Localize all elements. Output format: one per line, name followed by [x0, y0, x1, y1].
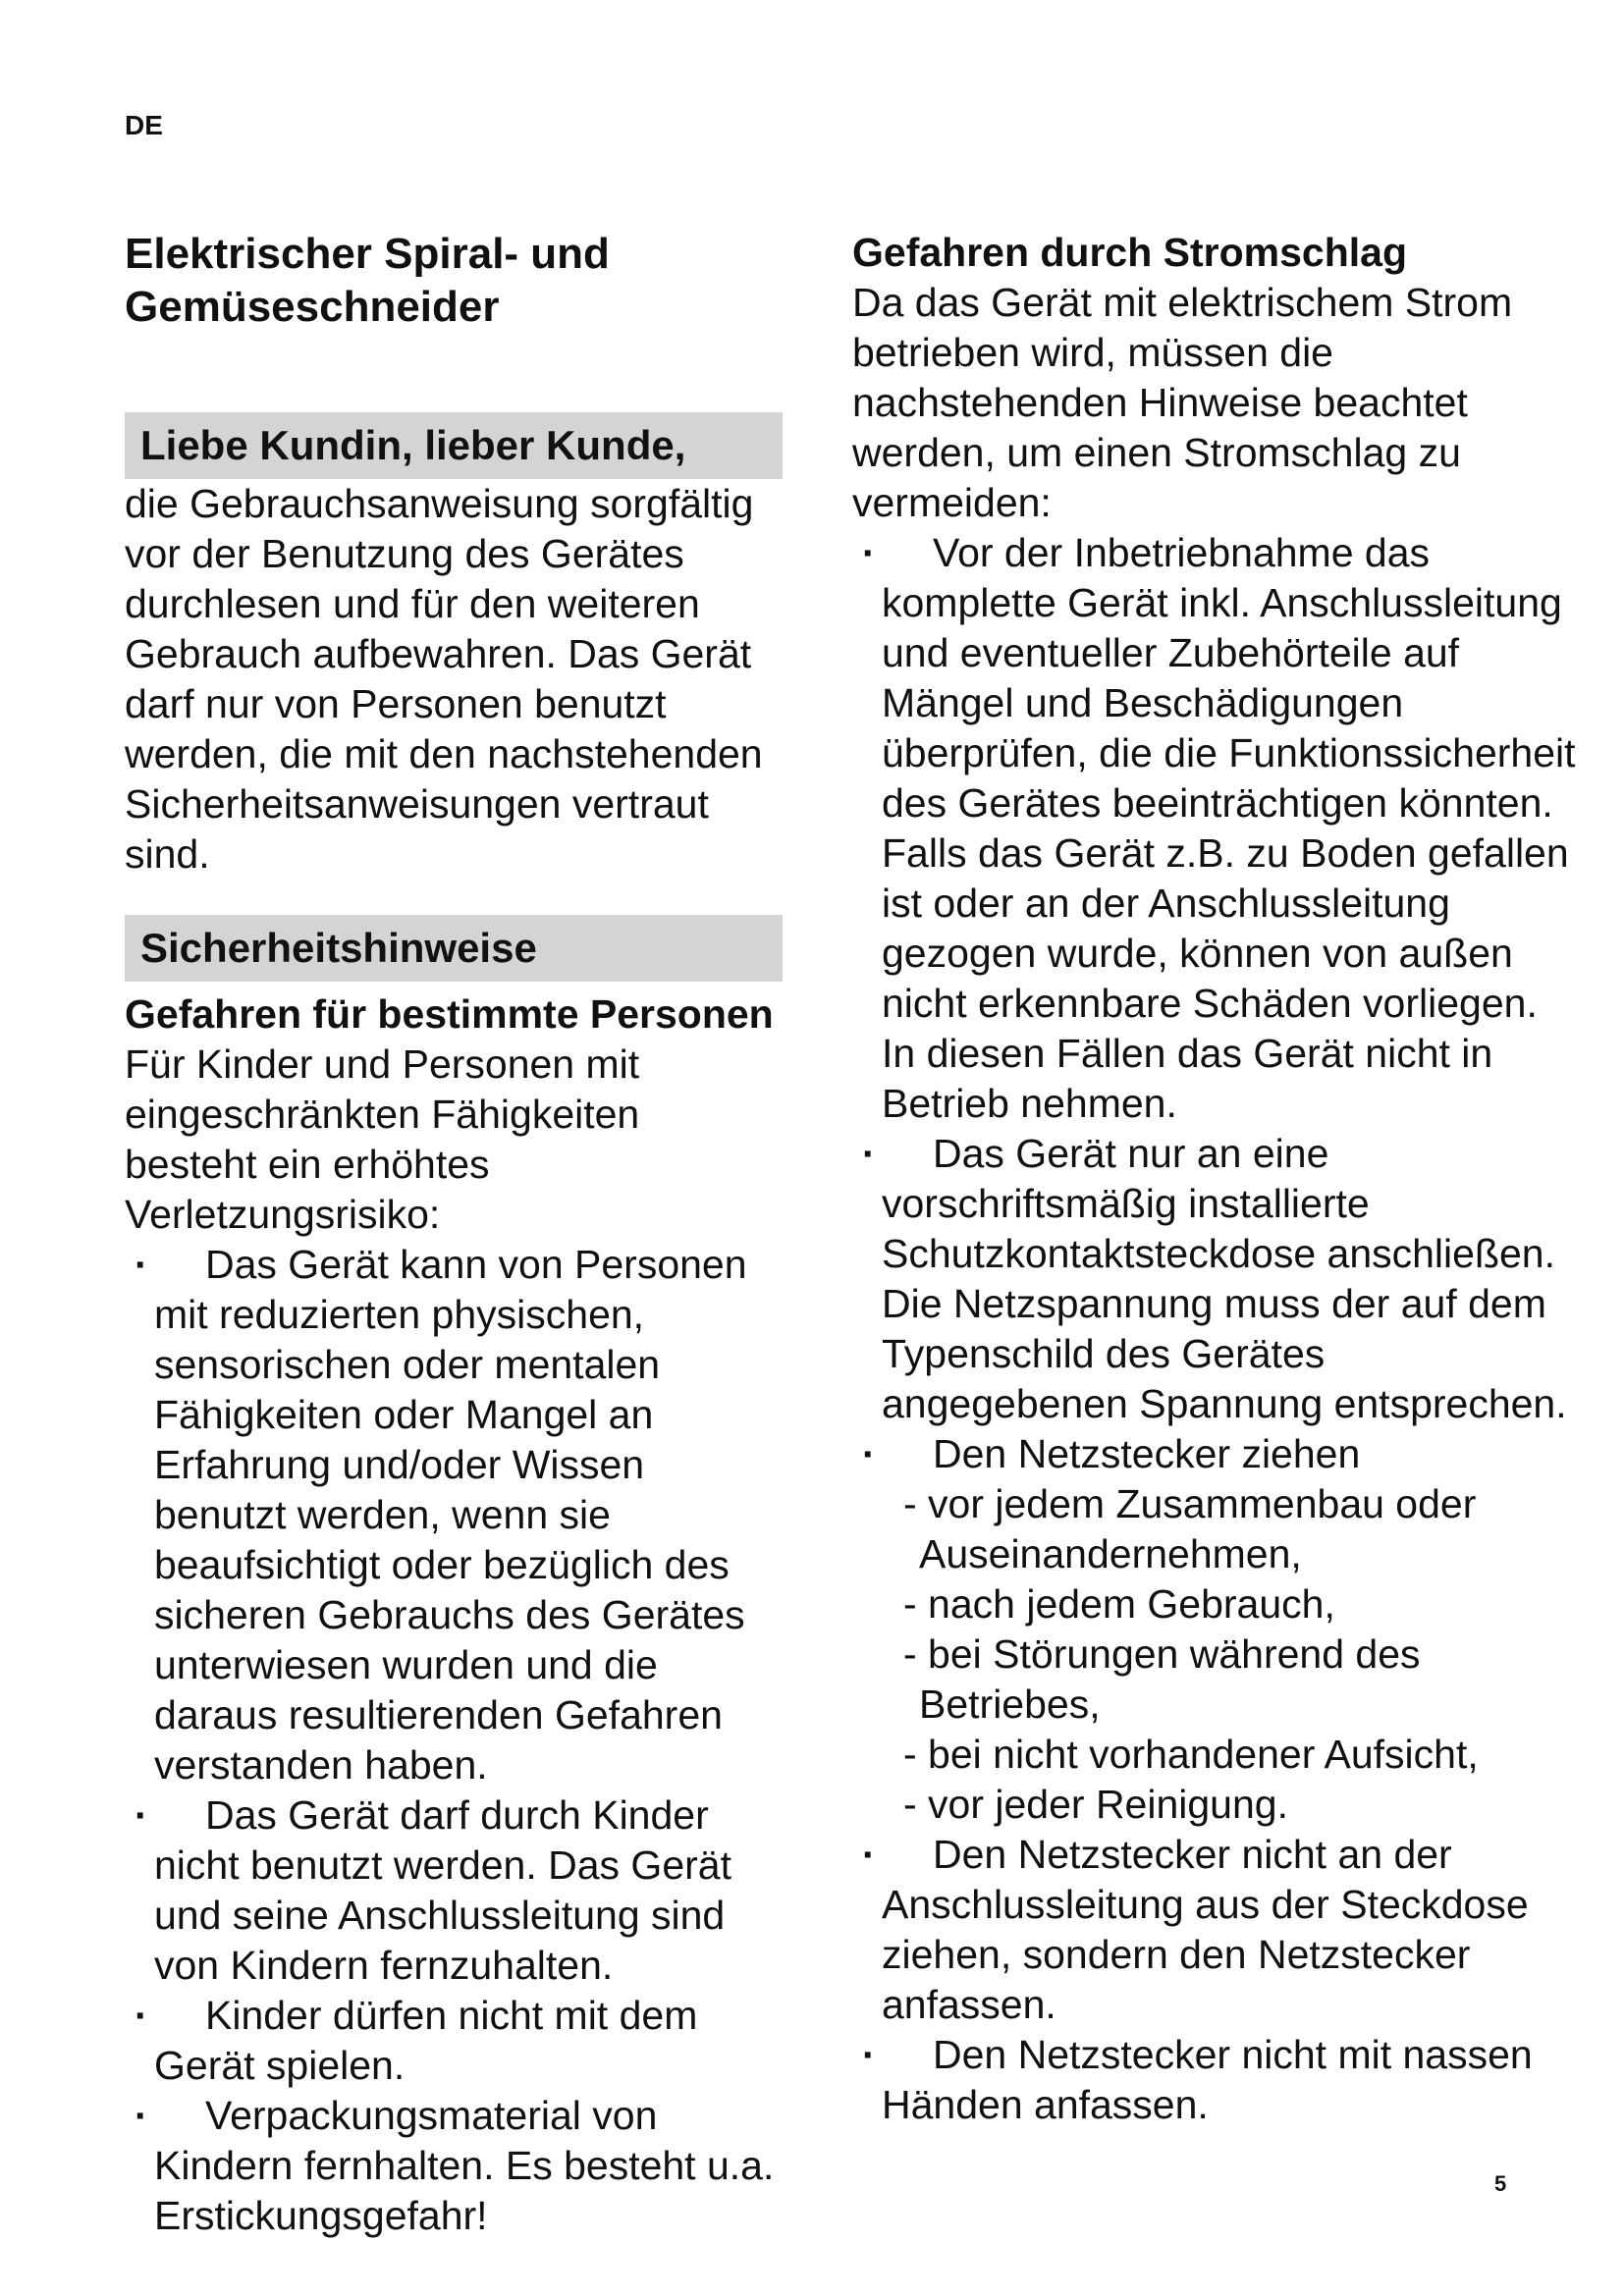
persons-heading: Gefahren für bestimmte Personen [125, 991, 774, 1037]
unplug-item: - nach jedem Gebrauch, [903, 1581, 1335, 1627]
list-item: · Den Netzstecker ziehen [882, 1429, 1579, 1479]
unplug-item: - bei nicht vorhandener Aufsicht, [903, 1732, 1479, 1777]
list-item: · Verpackungsmaterial von Kindern fernhalten. Es besteht u.a. Erstickungsgefahr! [154, 2091, 783, 2241]
language-label: DE [125, 110, 163, 140]
greeting-text: die Gebrauchsanweisung sorgfältig vor der Benutzung des Gerätes durchlesen und für den weiteren Gebrauch aufbewahren. Das Gerät darf nur von Personen benutzt werden, die mit den nachstehenden Sicherheitsanweisungen vertraut sind. [125, 481, 763, 877]
persons-intro: Für Kinder und Personen mit eingeschränkten Fähigkeiten besteht ein erhöhtes Verletzungsrisiko: [125, 1041, 640, 1237]
unplug-item: - vor jedem Zusammenbau oder Auseinandernehmen, [903, 1481, 1477, 1576]
shock-heading: Gefahren durch Stromschlag [852, 230, 1408, 275]
page-title: Elektrischer Spiral- und Gemüseschneider [125, 230, 610, 331]
list-item: · Das Gerät darf durch Kinder nicht benutzt werden. Das Gerät und seine Anschlussleitung sind von Kindern fernzuhalten. [154, 1790, 783, 1991]
list-item: · Den Netzstecker nicht an der Anschlussleitung aus der Steckdose ziehen, sondern den Netzstecker anfassen. [882, 1830, 1579, 2030]
persons-bullet-list [125, 1240, 783, 2241]
list-item: · Den Netzstecker nicht mit nassen Händen anfassen. [882, 2030, 1579, 2130]
unplug-list [852, 1479, 1579, 1830]
right-column [852, 228, 1579, 2130]
page-number: 5 [1494, 2171, 1507, 2196]
list-item: · Vor der Inbetriebnahme das komplette Gerät inkl. Anschlussleitung und eventueller Zubehörteile auf Mängel und Beschädigungen überprüfen, die die Funktionssicherheit des Gerätes beeinträchtigen könnten. Falls das Gerät z.B. zu Boden gefallen ist oder an der Anschlussleitung gezogen wurde, können von außen nicht erkennbare Schäden vorliegen. In diesen Fällen das Gerät nicht in Betrieb nehmen. [882, 528, 1579, 1129]
list-item: · Das Gerät kann von Personen mit reduzierten physischen, sensorischen oder mentalen Fähigkeiten oder Mangel an Erfahrung und/oder Wissen benutzt werden, wenn sie beaufsichtigt oder bezüglich des sicheren Gebrauchs des Gerätes unterwiesen wurden und die daraus resultierenden Gefahren verstanden haben. [154, 1240, 783, 1790]
safety-heading: Sicherheitshinweise [125, 915, 783, 982]
list-item: · Kinder dürfen nicht mit dem Gerät spielen. [154, 1991, 783, 2091]
greeting-heading: Liebe Kundin, lieber Kunde, [125, 412, 783, 479]
list-item: · Das Gerät nur an eine vorschriftsmäßig installierte Schutzkontaktsteckdose anschließen. Die Netzspannung muss der auf dem Typenschild des Gerätes angegebenen Spannung entsprechen. [882, 1129, 1579, 1429]
shock-intro: Da das Gerät mit elektrischem Strom betrieben wird, müssen die nachstehenden Hinweise beachtet werden, um einen Stromschlag zu vermeiden: [852, 280, 1513, 525]
unplug-item: - vor jeder Reinigung. [903, 1782, 1288, 1827]
unplug-item: - bei Störungen während des Betriebes, [903, 1631, 1421, 1727]
shock-bullet-list [852, 528, 1579, 1479]
shock-bullet-list-2 [852, 1830, 1579, 2130]
left-column [125, 228, 783, 2241]
